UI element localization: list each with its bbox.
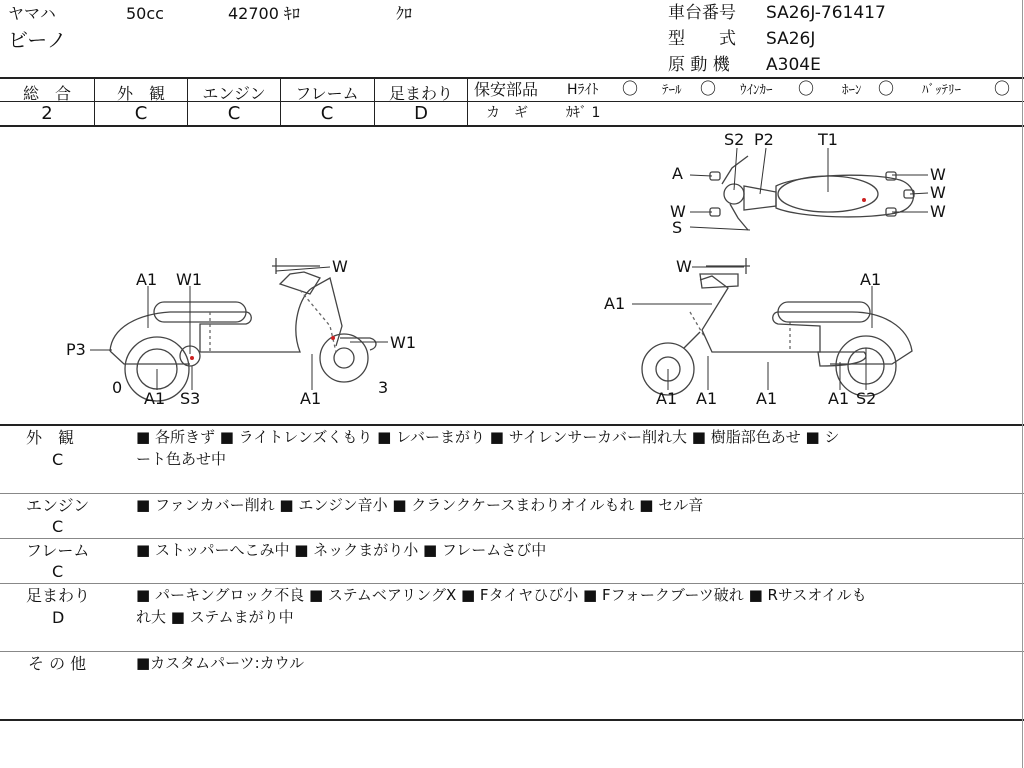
key-value: ｶｷﾞ 1 [566,105,601,121]
note-exterior-text-cont: ート色あせ中 [136,450,227,468]
color: ｸﾛ [396,4,413,23]
chassis-number-label: 車台番号 [668,3,736,23]
note-suspension-label: 足まわり [26,586,91,605]
safety-item-winker: ｳｲﾝｶｰ [740,83,773,98]
grade-table-top-border [0,77,1024,79]
diagram-label-s2-top: S2 [724,130,745,149]
safety-item-headlight: Hﾗｲﾄ [567,82,599,98]
scooter-top-view [710,156,914,230]
safety-item-battery-mark: 〇 [994,79,1011,98]
diagram-label-w-top-r1: W [930,165,946,184]
maker-name: ヤマハ [8,4,56,23]
safety-parts-label: 保安部品 [474,80,539,99]
diagram-label-w-top-left: W [670,202,686,221]
note-other-text: ■カスタムパーツ:カウル [136,654,305,672]
diagram-label-left-p3: P3 [66,340,86,359]
engine-grade-label: エンジン [202,84,266,103]
note-suspension-text-cont: れ大 ■ ステムまがり中 [136,608,294,626]
engine-model-label: 原 動 機 [668,55,730,75]
chassis-number: SA26J-761417 [766,3,886,23]
diagram-label-left-w: W [332,257,348,276]
exterior-grade-label: 外 観 [116,84,165,103]
diagram-label-w-top-r3: W [930,202,946,221]
safety-item-winker-mark: 〇 [798,79,815,98]
diagram-label-left-w1-top: W1 [176,270,202,289]
safety-item-tail-mark: 〇 [700,79,717,98]
type-label: 型 式 [668,29,736,49]
sheet-right-edge [1022,0,1023,768]
safety-item-tail: ﾃｰﾙ [662,83,682,98]
diagram-label-right-b2: A1 [696,389,718,408]
safety-item-headlight-mark: 〇 [622,79,639,98]
safety-item-horn-mark: 〇 [878,79,895,98]
diagram-label-right-a1-top: A1 [860,270,882,289]
diagram-label-left-a1-top: A1 [136,270,158,289]
note-other-label: そ の 他 [28,654,87,673]
diagram-label-a-top: A [672,164,683,183]
key-label: カ ギ [486,105,528,121]
safety-item-battery: ﾊﾞｯﾃﾘｰ [922,83,961,98]
note-frame-grade: C [52,562,64,581]
type-value: SA26J [766,29,816,49]
frame-grade-label: フレーム [295,84,359,103]
diagram-label-w-top-r2: W [930,183,946,202]
diagram-label-t1: T1 [818,130,838,149]
note-exterior-text: ■ 各所きず ■ ライトレンズくもり ■ レバーまがり ■ サイレンサーカバー削れ大 ■ 樹脂部色あせ ■ シ [136,428,840,446]
engine-model-value: A304E [766,55,821,75]
diagram-label-left-w1-right: W1 [390,333,416,352]
safety-row-divider [468,101,1024,102]
note-frame-label: フレーム [26,541,90,560]
diagram-label-right-b1: A1 [656,389,678,408]
suspension-grade-label: 足まわり [388,84,453,103]
diagram-label-right-b4: A1 [828,389,850,408]
mileage: 42700 ｷﾛ [228,4,300,23]
engine-grade-value: C [227,103,241,124]
suspension-grade-value: D [414,103,428,124]
note-engine-text: ■ ファンカバー削れ ■ エンジン音小 ■ クランクケースまわりオイルもれ ■ セル音 [136,496,704,514]
diagram-label-left-s3: S3 [180,389,201,408]
model-name: ビーノ [8,28,67,52]
diagram-label-left-a1-b1: A1 [144,389,166,408]
diagram-label-left-zero: 0 [112,378,123,397]
note-frame-text: ■ ストッパーへこみ中 ■ ネックまがり小 ■ フレームさび中 [136,541,547,559]
diagram-label-left-a1-b2: A1 [300,389,322,408]
diagram-label-p2: P2 [754,130,774,149]
diagram-label-right-a1-left: A1 [604,294,626,313]
diagram-label-left-three: 3 [378,378,389,397]
safety-item-horn: ﾎｰﾝ [842,83,862,98]
displacement: 50cc [126,4,164,23]
note-exterior-label: 外 観 [26,428,75,447]
diagram-label-right-s2: S2 [856,389,877,408]
diagram-label-s-top: S [672,218,683,237]
diagram-label-right-b3: A1 [756,389,778,408]
diagram-label-right-w: W [676,257,692,276]
note-engine-grade: C [52,517,64,536]
notes-bottom-border [0,719,1024,721]
frame-grade-value: C [320,103,334,124]
note-suspension-text: ■ パーキングロック不良 ■ ステムベアリングX ■ Fタイヤひび小 ■ Fフォークブーツ破れ ■ Rサスオイルも [136,586,867,604]
overall-grade-label: 総 合 [22,84,71,103]
overall-grade-value: 2 [41,103,53,124]
note-exterior-grade: C [52,450,64,469]
note-suspension-grade: D [52,608,65,627]
note-engine-label: エンジン [26,496,90,515]
exterior-grade-value: C [134,103,148,124]
